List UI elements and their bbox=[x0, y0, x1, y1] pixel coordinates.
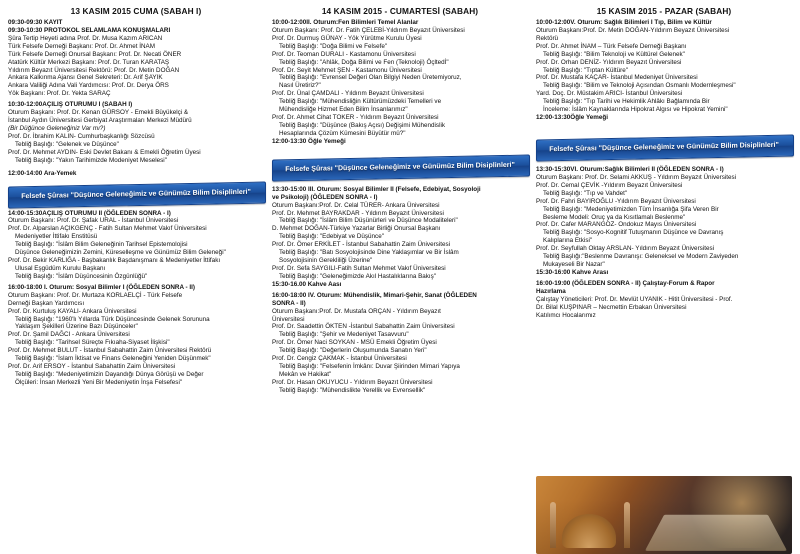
program-column-day3 bbox=[536, 6, 792, 554]
schedule-line: 12:00-14:00 Ara-Yemek bbox=[8, 169, 77, 177]
schedule-line: Hesaplarında Çözüm Kümesini Büyütür mü?" bbox=[279, 129, 406, 137]
program-column-day2 bbox=[272, 6, 528, 554]
schedule-line: Yaklaşım Şekilleri Üzerine Bazı Düşünceler" bbox=[15, 323, 138, 331]
block-opening-session-1 bbox=[8, 101, 264, 164]
schedule-line: Tebliğ Başlığı: "Batı Sosyolojisinde Dine Yaklaşımlar ve Bir İslâm bbox=[279, 249, 459, 257]
decorative-minaret bbox=[550, 502, 556, 548]
schedule-line: Tebliğ Başlığı: "Değerlerin Oluşumunda Sanatın Yeri" bbox=[279, 347, 427, 355]
block-session-2 bbox=[272, 19, 528, 146]
block-session-6 bbox=[536, 166, 792, 277]
session-heading: 10:00-12:00II. Oturum:Fen Bilimleri Temel Alanlar bbox=[272, 19, 419, 26]
schedule-line: Ölçüleri: İnsan Merkezli Yeni Bir Medeniyetin İnşa Felsefesi" bbox=[15, 378, 183, 386]
banner-label: Felsefe Şûrası "Düşünce Geleneğimiz ve Günümüz Bilim Disiplinleri" bbox=[285, 161, 515, 173]
schedule-line: Rektörü bbox=[536, 34, 559, 42]
day-title-2: 14 KASIM 2015 - CUMARTESİ (SABAH) bbox=[321, 6, 479, 16]
schedule-line: Prof. Dr. Sefa SAYGILI-Fatih Sultan Mehmet Vakıf Üniversitesi bbox=[272, 264, 446, 272]
session-heading: 16:00-18:00 IV. Oturum: Mühendislik, Mimari-Şehir, Sanat (ÖĞLEDEN bbox=[272, 291, 477, 299]
schedule-line: Oturum Başkanı: Prof. Dr. Şafak URAL - İstanbul Üniversitesi bbox=[8, 217, 179, 225]
schedule-line: Prof. Dr. Mehmet BAYRAKDAR - Yıldırım Beyazıt Üniversitesi bbox=[272, 209, 444, 217]
schedule-line: Tebliğ Başlığı: "Doğa Bilimi ve Felsefe" bbox=[279, 42, 388, 50]
schedule-line: Üniversitesi bbox=[272, 315, 305, 323]
schedule-line: Dr. Bilal KUŞPINAR – Necmettin Erbakan Üniversitesi bbox=[536, 303, 687, 311]
forum-banner-day2 bbox=[272, 157, 528, 177]
block-session-5 bbox=[536, 19, 792, 122]
schedule-line: Prof. Dr. Cengiz ÇAKMAK - İstanbul Üniversitesi bbox=[272, 355, 407, 363]
schedule-line: Sosyolojisinin Gerekliliği Üzerine" bbox=[279, 257, 373, 265]
schedule-line: Prof. Dr. Fahri BAYIROĞLU -Yıldırım Beyazıt Üniversitesi bbox=[536, 197, 696, 205]
schedule-line: Tebliğ Başlığı: "Bilim ve Teknoloji Açısından Osmanlı Modernleşmesi" bbox=[543, 82, 736, 90]
session-heading: ve Psikoloji) (ÖĞLEDEN SONRA - I) bbox=[272, 193, 378, 201]
schedule-line: Prof. Dr. Mehmet AYDIN- Eski Devlet Bakanı & Emekli Öğretim Üyesi bbox=[8, 148, 201, 156]
schedule-line: Tebliğ Başlığı: "İslâm Bilim Geleneğinin Tarihsel Epistemolojisi bbox=[15, 241, 188, 249]
schedule-line: Prof. Dr. Cafer MARANGOZ- Ondokuz Mayıs Üniversitesi bbox=[536, 221, 697, 229]
schedule-line: Tebliğ Başlığı: "Ahlâk, Doğa Bilimi ve Fen (Teknoloji) Öçltedİ" bbox=[279, 58, 449, 66]
schedule-line: Prof. Dr. Teoman DURALI - Kastamonu Üniversitesi bbox=[272, 50, 416, 58]
session-heading: 13:30-15:30VI. Oturum:Sağlık Bilimleri II (ÖĞLEDEN SONRA - I) bbox=[536, 165, 724, 173]
schedule-line: Tebliğ Başlığı: "Felsefenin İmkânı: Duvar Şiirinden Mimari Yapıya bbox=[279, 363, 460, 371]
block-lunch-break-1 bbox=[8, 170, 264, 178]
block-opening-session-2 bbox=[8, 210, 264, 281]
schedule-line: Prof. Dr. Saadettin ÖKTEN -İstanbul Sabahattin Zaim Üniversitesi bbox=[272, 323, 455, 331]
decorative-minaret bbox=[624, 502, 630, 548]
schedule-line: Oturum Başkanı:Prof. Dr. Celal TÜRER- Ankara Üniversitesi bbox=[272, 201, 440, 209]
session-heading: Hazırlama bbox=[536, 287, 566, 295]
session-heading: 10:30-12:00AÇILIŞ OTURUMU I (SABAH I) bbox=[8, 101, 133, 109]
block-session-1 bbox=[8, 284, 264, 387]
schedule-line: Oturum Başkanı: Prof. Dr. Fatih ÇELEBİ-Yıldırım Beyazıt Üniversitesi bbox=[272, 26, 465, 34]
schedule-line: Tebliğ Başlığı: "Mühendisliğin Kültürümüzdeki Temelleri ve bbox=[279, 98, 442, 106]
schedule-line: İstanbul Aydın Üniversitesi Gerbiyat Araştırmaları Merkezi Müdürü bbox=[8, 117, 192, 125]
schedule-line: Tebliğ Başlığı: "Edebiyat ve Düşünce" bbox=[279, 233, 384, 241]
schedule-line: Prof. Dr. Durmuş GÜNAY - Yök Yürütme Kurulu Üyesi bbox=[272, 34, 422, 42]
schedule-line: Prof. Dr. Orhan DENİZ- Yıldırım Beyazıt Üniversitesi bbox=[536, 58, 682, 66]
schedule-line: Tebliğ Başlığı: "Tıptan Kültüre" bbox=[543, 66, 628, 74]
schedule-line: Tebliğ Başlığı: "Sosyo-Kognitif Tutuşmanın Düşünce ve Davranış bbox=[543, 229, 724, 237]
decorative-book bbox=[645, 515, 787, 551]
schedule-line: Türk Felsefe Derneği Başkanı: Prof. Dr. Ahmet İNAM bbox=[8, 42, 155, 50]
schedule-line: Mühendisliğe Hizmet Eden Bilim İnsanlarımız" bbox=[279, 106, 408, 114]
day-title-3: 15 KASIM 2015 - PAZAR (SABAH) bbox=[596, 6, 732, 16]
forum-banner-day1 bbox=[8, 184, 264, 204]
schedule-line: 09:30-09:30 KAYIT bbox=[8, 19, 63, 26]
schedule-line: Prof. Dr. Seyfullah Oktay ARSLAN- Yıldırım Beyazıt Üniversitesi bbox=[536, 245, 715, 253]
schedule-line: Tebliğ Başlığı: "Evrensel Değeri Olan Bilgiyi Neden Üretemiyoruz, bbox=[279, 74, 462, 82]
schedule-line: Prof. Dr. Seyit Mehmet ŞEN - Kastamonu Üniversitesi bbox=[272, 66, 422, 74]
schedule-line: Tebliğ Başlığı: "Medeniyetimizden Tüm İnsanlığa Şifa Veren Bir bbox=[543, 205, 719, 213]
schedule-line: Prof. Dr. Bekir KARLIĞA - Başbakanlık Başdanışmanı & Medeniyetler İttifakı bbox=[8, 257, 221, 265]
schedule-line: Tebliğ Başlığı: "Şehir ve Medeniyet Tasavvuru" bbox=[279, 331, 409, 339]
block-registration bbox=[8, 19, 264, 98]
schedule-line: 15:30-16.00 Kahve Aası bbox=[272, 280, 342, 288]
block-workshop-forum bbox=[536, 280, 792, 320]
schedule-line: Tebliğ Başlığı: "Geleneğimizde Akıl Hastalıklarına Bakış" bbox=[279, 272, 437, 280]
schedule-line: 12:00-13:30Öğle Yemeği bbox=[536, 114, 608, 122]
schedule-line: Prof. Dr. Kurtuluş KAYALI- Ankara Üniversitesi bbox=[8, 307, 137, 315]
schedule-line: Tebliğ Başlığı: "Yakın Tarihimizde Modeniyet Meselesi" bbox=[15, 156, 167, 164]
schedule-line: 15:30-16:00 Kahve Arası bbox=[536, 268, 609, 276]
decorative-dome bbox=[562, 514, 616, 548]
session-heading: 14:00-15:30AÇILIŞ OTURUMU II (ÖĞLEDEN SONRA - I) bbox=[8, 209, 171, 217]
schedule-line: Tebliğ Başlığı: "İslâm Bilim Düşünürleri ve Düşünce Modaliteleri" bbox=[279, 217, 458, 225]
schedule-line: Türk Felsefe Derneği Onursal Başkanı: Prof. Dr. Necati ÖNER bbox=[8, 50, 182, 58]
schedule-line: Besleme Modeli: Oruç ya da Kısıtlamalı Beslenme" bbox=[543, 213, 686, 221]
schedule-line: Prof. Dr. Ünal ÇAMDALI - Yıldırım Beyazıt Üniversitesi bbox=[272, 90, 424, 98]
schedule-line: Şûra Tertip Heyeti adına Prof. Dr. Musa Kazım ARICAN bbox=[8, 34, 163, 42]
schedule-line: Oturum Başkanı: Prof. Dr. Kenan GÜRSOY - Emekli Büyükelçi & bbox=[8, 109, 189, 117]
schedule-line: Tebliğ Başlığı: "Düşünce (Bakış Açısı) Değişimi Mühendislik bbox=[279, 121, 446, 129]
program-column-day1 bbox=[8, 6, 264, 554]
schedule-line: Prof. Dr. Cemal ÇEVİK -Yıldırım Beyazıt Üniversitesi bbox=[536, 181, 683, 189]
schedule-line: Tebliğ Başlığı: "İslam İktisat ve Finans Geleneğini Yeniden Düşünmek" bbox=[15, 355, 211, 363]
schedule-line: Ankara Kalkınma Ajansı Genel Sekreteri: Dr. Arif ŞAYIK bbox=[8, 74, 163, 82]
schedule-line: Tebliğ Başlığı: "Bilim Teknoloji ve Kültürel Gelenek" bbox=[543, 50, 685, 58]
schedule-line: Düşünce Geleneğimizin Zemini, Küreselleşme ve Günümüz Bilim Geleneği" bbox=[15, 249, 226, 257]
schedule-line: Oturum Başkanı:Prof. Dr. Metin DOĞAN-Yıldırım Beyazıt Üniversitesi bbox=[536, 26, 730, 34]
block-session-4 bbox=[272, 292, 528, 395]
schedule-line: Yök Başkanı: Prof. Dr. Yekta SARAÇ bbox=[8, 90, 111, 98]
schedule-line: Tebliğ Başlığı: "Tıp Tarihi ve Hekimlik Ahlâkı Bağlamında Bir bbox=[543, 98, 710, 106]
schedule-line: Mukayeseli Bir Nazar" bbox=[543, 261, 605, 269]
schedule-line: Tebliğ Başlığı: "1960'lı Yıllarda Türk Düşüncesinde Gelenek Sorununa bbox=[15, 315, 210, 323]
schedule-line: Tebliğ Başlığı: "Medeniyetimizin Dayandığı Dünya Görüşü ve Değer bbox=[15, 370, 204, 378]
session-heading: 16:00-18:00 I. Oturum: Sosyal Bilimler I (ÖĞLEDEN SONRA - II) bbox=[8, 283, 195, 291]
schedule-line: Çalıştay Yöneticileri: Prof. Dr. Mevlüt UYANIK - Hitit Üniversitesi - Prof. bbox=[536, 295, 733, 303]
schedule-line: Derneği Başkan Yardımcısı bbox=[8, 299, 85, 307]
schedule-line: Kalıplarına Etkisi" bbox=[543, 237, 593, 245]
schedule-line: Tebliğ Başlığı: "İslâm Düşüncesinin Özgünlüğü" bbox=[15, 272, 148, 280]
schedule-line: Katılımcı Hocalarımız bbox=[536, 311, 596, 319]
schedule-line: Nasıl Üretiriz?" bbox=[279, 82, 321, 90]
block-session-3 bbox=[272, 186, 528, 289]
session-heading: 13:30-15:00 III. Oturum: Sosyal Bilimler II (Felsefe, Edebiyat, Sosyoloji bbox=[272, 185, 481, 193]
schedule-line: Ankara Valiliği Adına Vali Yardımcısı: Prof. Dr. Derya ÖRS bbox=[8, 82, 169, 90]
schedule-line: Prof. Dr. İbrahim KALIN- Cumhurbaşkanlığı Sözcüsü bbox=[8, 132, 155, 140]
schedule-line: Yard. Doç. Dr. Müstakim ARICI- İstanbul Üniversitesi bbox=[536, 90, 683, 98]
session-heading: SONRA - II) bbox=[272, 299, 306, 307]
schedule-line: Tebliğ Başlığı:"Beslenme Davranışı: Geleneksel ve Modern Zaviyeden bbox=[543, 253, 739, 261]
decorative-mosque-image bbox=[536, 476, 792, 554]
schedule-line: (Bir Düğünce Geleneğiniz Var mı?) bbox=[8, 124, 106, 132]
day-title-1: 13 KASIM 2015 CUMA (SABAH I) bbox=[70, 6, 202, 16]
session-heading: 10:00-12:00V. Oturum: Sağlık Bilimleri I Tıp, Bilim ve Kültür bbox=[536, 19, 712, 26]
banner-label: Felsefe Şûrası "Düşünce Geleneğimiz ve Günümüz Bilim Disiplinleri" bbox=[549, 141, 779, 153]
schedule-line: Oturum Başkanı: Prof. Dr. Murtaza KORLAELÇİ - Türk Felsefe bbox=[8, 291, 183, 299]
schedule-line: Prof. Dr. Mustafa KAÇAR- İstanbul Medeniyet Üniversitesi bbox=[536, 74, 698, 82]
schedule-line: Prof. Dr. Hasan OKUYUCU - Yıldırım Beyazıt Üniversitesi bbox=[272, 378, 433, 386]
schedule-line: 12:00-13:30 Öğle Yemeği bbox=[272, 137, 346, 145]
banner-label: Felsefe Şûrası "Düşünce Geleneğimiz ve Günümüz Bilim Disiplinleri" bbox=[21, 187, 251, 200]
schedule-line: İnceleme: İslâm Kaynaklarında Hipokrat Algısı ve Hipokrat Yemini" bbox=[543, 106, 728, 114]
schedule-line: 09:30-10:30 PROTOKOL SELAMLAMA KONUŞMALARI bbox=[8, 26, 171, 34]
schedule-line: Tebliğ Başlığı: "Tarihsel Süreçte Fıkıaha-Siyaset İlişkisi" bbox=[15, 339, 170, 347]
schedule-line: Tebliğ Başlığı: "Tıp ve Vahdet" bbox=[543, 189, 628, 197]
schedule-line: Medeniyetler İttifakı Enstitüsü bbox=[15, 233, 98, 241]
schedule-line: Ulusal Eşgüdüm Kurulu Başkanı bbox=[15, 264, 106, 272]
schedule-line: Oturum Başkanı: Prof. Dr. Selami AKKUŞ - Yıldırım Beyazıt Üniversitesi bbox=[536, 173, 737, 181]
schedule-line: Prof. Dr. Ahmet Cihat TOKER - Yıldırım Beyazıt Üniversitesi bbox=[272, 114, 439, 122]
schedule-line: Mekân ve Hakikat" bbox=[279, 370, 332, 378]
schedule-line: Tebliğ Başlığı: "Mühendislikte Yerellik ve Evrensellik" bbox=[279, 386, 426, 394]
session-heading: 16:00-19:00 (ÖĞLEDEN SONRA - II) Çalıştay-Forum & Rapor bbox=[536, 279, 715, 287]
schedule-line: Prof. Dr. Şamil DAĞCI - Ankara Üniversitesi bbox=[8, 331, 130, 339]
schedule-line: Prof. Dr. Ömer Naci SOYKAN - MSÜ Emekli Öğretim Üyesi bbox=[272, 339, 437, 347]
schedule-line: D. Mehmet DOĞAN-Türkiye Yazarlar Birliği Onursal Başkanı bbox=[272, 225, 441, 233]
schedule-line: Atatürk Kültür Merkezi Başkanı: Prof. Dr. Turan KARATAŞ bbox=[8, 58, 170, 66]
schedule-line: Prof. Dr. Ömer ERKİLET - İstanbul Sabahattin Zaim Üniversitesi bbox=[272, 241, 451, 249]
schedule-line: Oturum Başkanı:Prof. Dr. Mustafa ORÇAN - Yıldırım Beyazıt bbox=[272, 307, 441, 315]
schedule-line: Yıldırım Beyazıt Üniversitesi Rektörü: Prof. Dr. Metin DOĞAN bbox=[8, 66, 180, 74]
forum-banner-day3 bbox=[536, 137, 792, 157]
schedule-line: Prof. Dr. Mehmet BULUT - İstanbul Sabahattin Zaim Üniversitesi Rektörü bbox=[8, 347, 212, 355]
schedule-line: Tebliğ Başlığı: "Gelenek ve Düşünce" bbox=[15, 140, 119, 148]
schedule-line: Prof. Dr. Arif ERSOY - İstanbul Sabahattin Zaim Üniversitesi bbox=[8, 363, 176, 371]
schedule-line: Prof. Dr. Alparslan AÇIKGENÇ - Fatih Sultan Mehmet Vakıf Üniversitesi bbox=[8, 225, 207, 233]
schedule-line: Prof. Dr. Ahmet İNAM – Türk Felsefe Derneği Başkanı bbox=[536, 42, 687, 50]
